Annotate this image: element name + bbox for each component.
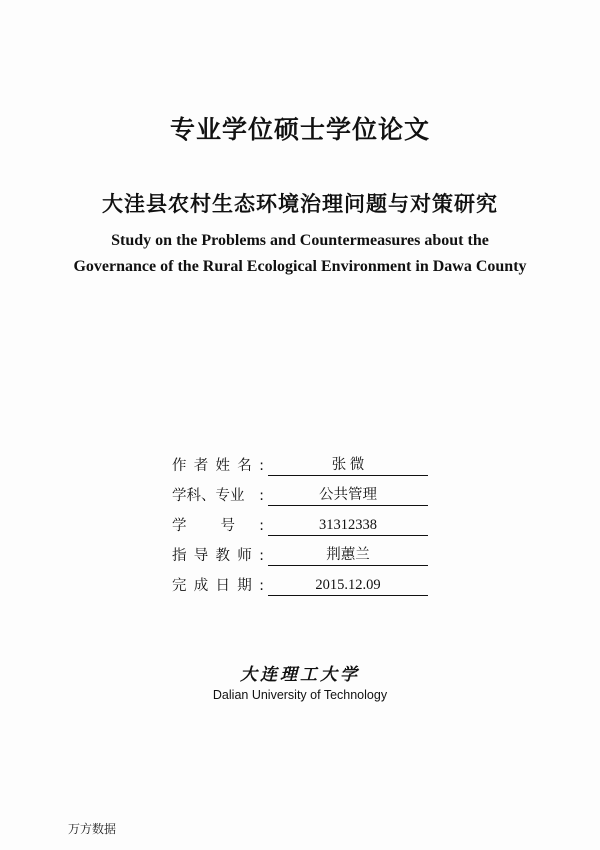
thesis-title-english — [0, 228, 600, 280]
major-label-colon: : — [259, 488, 264, 504]
student-id-label-colon: : — [259, 518, 264, 534]
author-label-char: 姓 — [215, 458, 231, 474]
student-id-label-char: 学 — [172, 518, 187, 534]
advisor-label-colon: : — [259, 548, 264, 564]
university-name-english: Dalian University of Technology — [212, 688, 388, 702]
major-value: 公共管理 — [268, 485, 428, 506]
watermark-text: 万方数据 — [68, 822, 117, 836]
major-label-text: 学科、专业 — [172, 488, 245, 504]
thesis-title-chinese: 大洼县农村生态环境治理问题与对策研究 — [102, 192, 498, 216]
author-value: 张 微 — [268, 455, 428, 476]
date-label-char: 成 — [193, 578, 209, 594]
advisor-label — [172, 545, 264, 567]
advisor-label-char: 教 — [215, 548, 231, 564]
major-label — [172, 485, 264, 507]
student-id-label-char: 号 — [220, 518, 236, 534]
author-label-char: 名 — [237, 458, 252, 474]
student-id-label — [172, 515, 264, 537]
advisor-value: 荆蕙兰 — [268, 545, 428, 566]
thesis-title-english-line-1: Study on the Problems and Countermeasures about the — [111, 232, 489, 249]
advisor-row — [172, 545, 432, 575]
major-row — [172, 485, 432, 515]
date-row — [172, 575, 432, 605]
author-label-char: 者 — [193, 458, 209, 474]
date-label-char: 完 — [172, 578, 187, 594]
date-label-colon: : — [259, 578, 264, 594]
thesis-title-english-line-2: Governance of the Rural Ecological Environment in Dawa County — [73, 258, 527, 275]
student-id-value: 31312338 — [268, 515, 428, 536]
degree-type-heading: 专业学位硕士学位论文 — [169, 115, 430, 144]
date-label-char: 期 — [237, 578, 252, 594]
university-name-chinese: 大连理工大学 — [240, 665, 360, 685]
advisor-label-char: 师 — [237, 548, 252, 564]
date-value: 2015.12.09 — [268, 575, 428, 596]
author-label-char: 作 — [172, 458, 187, 474]
thesis-info-table — [172, 455, 432, 605]
date-label — [172, 575, 264, 597]
advisor-label-char: 指 — [172, 548, 187, 564]
student-id-row — [172, 515, 432, 545]
advisor-label-char: 导 — [193, 548, 209, 564]
author-label-colon: : — [259, 458, 264, 474]
author-label — [172, 455, 264, 477]
author-row — [172, 455, 432, 485]
date-label-char: 日 — [215, 578, 231, 594]
